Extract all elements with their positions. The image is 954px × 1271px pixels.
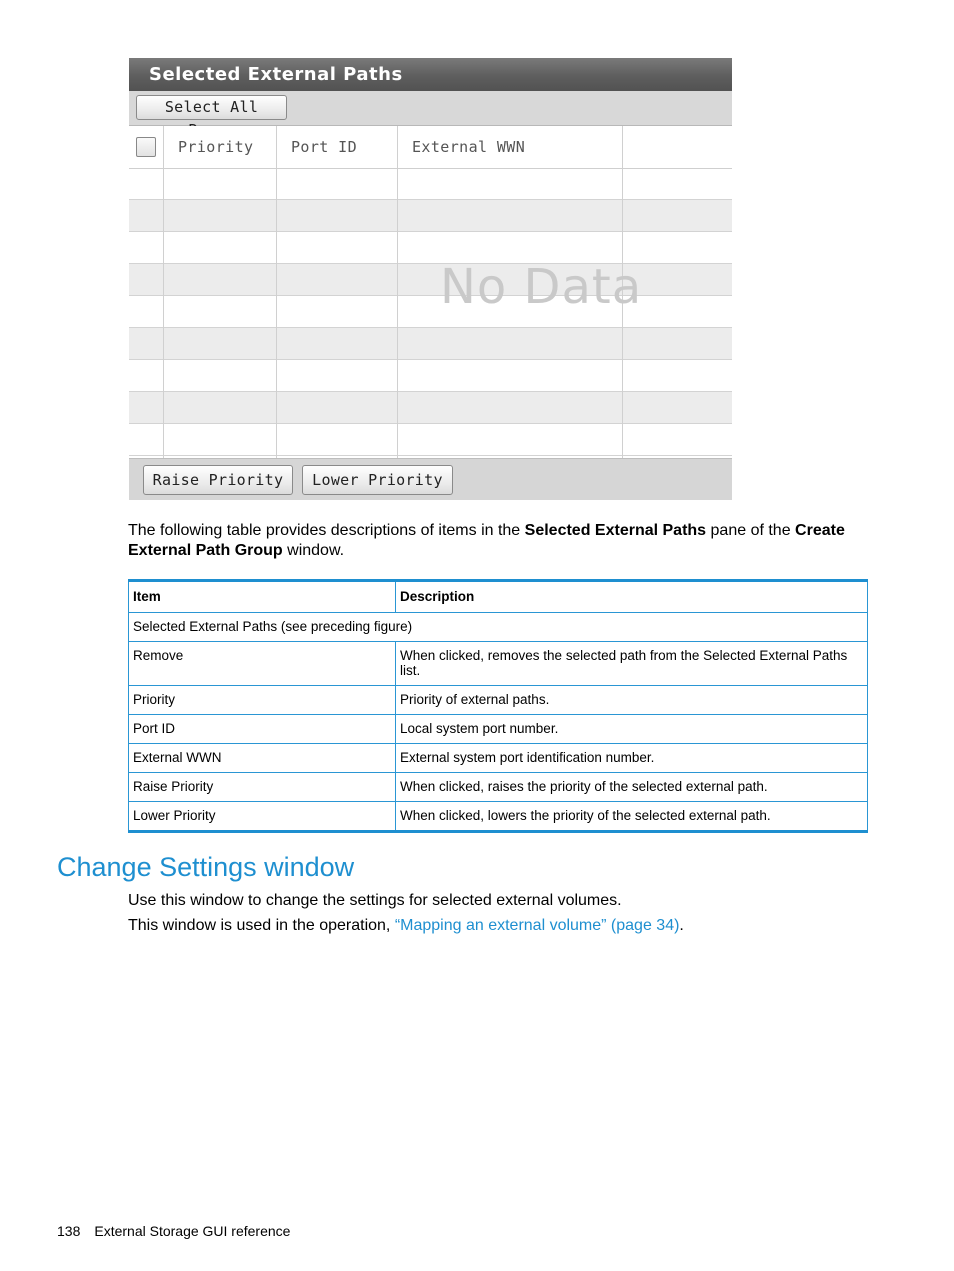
select-all-pages-button[interactable]: Select All [136,95,287,120]
paths-grid [129,126,732,458]
section-heading: Change Settings window [57,852,355,882]
column-header-port-id[interactable]: Port ID [291,138,358,156]
table-cell-item: Raise Priority [129,773,396,802]
grid-row [129,360,732,392]
table-cell-description: Priority of external paths. [396,686,868,715]
table-cell-item: Priority [129,686,396,715]
grid-row [129,392,732,424]
table-section-label: Selected External Paths (see preceding figure) [129,613,868,642]
column-divider [276,126,277,458]
table-row [129,715,868,744]
table-header-item: Item [129,581,396,613]
table-row [129,686,868,715]
table-cell-description: Local system port number. [396,715,868,744]
table-cell-description: External system port identification number. [396,744,868,773]
page-footer [57,1223,290,1239]
raise-priority-button[interactable]: Raise Priority [143,465,293,495]
section-paragraph: Use this window to change the settings for selected external volumes. [128,892,622,909]
table-row [129,744,868,773]
intro-bold-pane: Selected External Paths [524,522,707,539]
intro-text: window. [282,542,345,559]
column-header-priority[interactable]: Priority [178,138,254,156]
panel-title: Selected External Paths [129,58,732,91]
grid-header [129,126,732,169]
intro-text: pane of the [706,522,796,539]
intro-paragraph [128,521,873,561]
column-divider [163,126,164,458]
section-paragraph [128,916,684,936]
select-all-checkbox[interactable] [136,137,156,157]
mapping-external-volume-link[interactable]: “Mapping an external volume” (page 34) [394,917,680,934]
column-divider [397,126,398,458]
intro-text: The following table provides descriptions of items in the [128,522,525,539]
table-section-row [129,613,868,642]
description-table [128,579,868,833]
grid-row [129,200,732,232]
column-header-external-wwn[interactable]: External WWN [412,138,526,156]
panel-button-bar [129,458,732,500]
table-cell-item: Port ID [129,715,396,744]
table-cell-item: Remove [129,642,396,686]
lower-priority-button[interactable]: Lower Priority [302,465,453,495]
table-cell-item: External WWN [129,744,396,773]
grid-row [129,424,732,456]
section-text: . [679,917,684,934]
table-row [129,802,868,832]
table-cell-item: Lower Priority [129,802,396,832]
grid-row [129,168,732,200]
section-text: This window is used in the operation, [128,917,395,934]
no-data-message: No Data [440,259,643,315]
grid-row [129,328,732,360]
table-header-description: Description [396,581,868,613]
table-cell-description: When clicked, lowers the priority of the selected external path. [396,802,868,832]
table-cell-description: When clicked, raises the priority of the selected external path. [396,773,868,802]
page-number: 138 [57,1223,81,1239]
panel-toolbar [129,91,732,126]
selected-external-paths-panel [129,58,732,500]
footer-section-title: External Storage GUI reference [94,1223,291,1239]
table-cell-description: When clicked, removes the selected path from the Selected External Paths list. [396,642,868,686]
intro-bold-window: Create External Path Group [128,522,845,559]
table-row [129,642,868,686]
table-row [129,773,868,802]
table-header-row [129,581,868,613]
